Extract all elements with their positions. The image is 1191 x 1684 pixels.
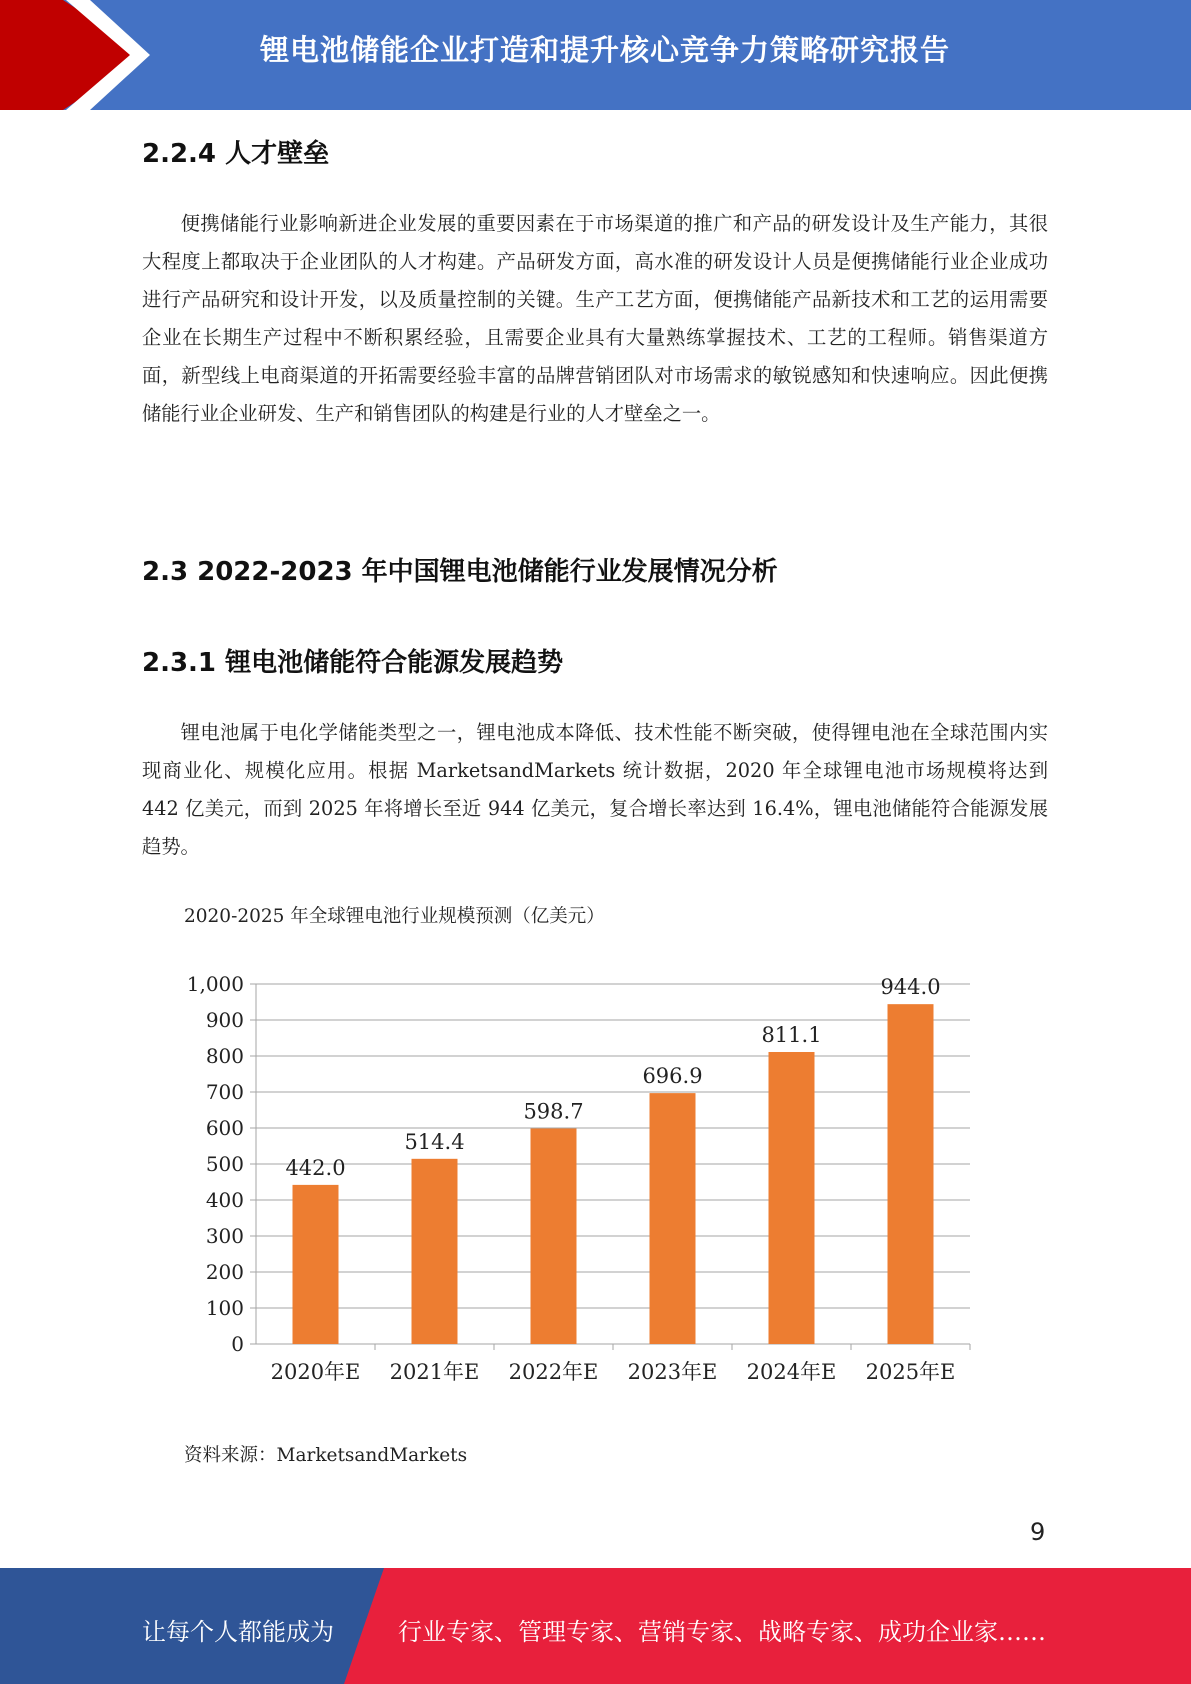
bar-chart	[160, 955, 990, 1395]
y-tick-label: 300	[205, 1224, 244, 1248]
section-heading-2-2-4: 2.2.4 人才壁垒	[142, 139, 330, 169]
bar	[293, 1185, 339, 1344]
y-tick-label: 200	[205, 1260, 244, 1284]
data-label: 598.7	[523, 1099, 584, 1124]
page-number: 9	[1030, 1518, 1046, 1546]
y-tick-label: 1,000	[186, 972, 244, 996]
footer-slogan-left: 让每个人都能成为	[142, 1618, 334, 1646]
page-header	[0, 0, 1191, 110]
footer-slogan-right: 行业专家、管理专家、营销专家、战略专家、成功企业家……	[398, 1618, 1046, 1646]
x-tick-label: 2022年E	[508, 1360, 599, 1384]
y-tick-label: 0	[231, 1332, 244, 1356]
x-tick-label: 2021年E	[389, 1360, 480, 1384]
paragraph-talent-barrier: 便携储能行业影响新进企业发展的重要因素在于市场渠道的推广和产品的研发设计及生产能力，其很大程度上都取决于企业团队的人才构建。产品研发方面，高水准的研发设计人员是便携储能行业企业成功进行产品研究和设计开发，以及质量控制的关键。生产工艺方面，便携储能产品新技术和工艺的运用需要企业在长期生产过程中不断积累经验，且需要企业具有大量熟练掌握技术、工艺的工程师。销售渠道方面，新型线上电商渠道的开拓需要经验丰富的品牌营销团队对市场需求的敏锐感知和快速响应。因此便携储能行业企业研发、生产和销售团队的构建是行业的人才壁垒之一。	[142, 212, 1048, 425]
data-label: 514.4	[404, 1129, 465, 1154]
y-tick-label: 700	[205, 1080, 244, 1104]
data-label: 696.9	[642, 1064, 703, 1089]
page-footer	[0, 1568, 1191, 1684]
bar	[888, 1004, 934, 1344]
x-tick-label: 2024年E	[746, 1360, 837, 1384]
y-tick-label: 500	[205, 1152, 244, 1176]
y-tick-label: 100	[205, 1296, 244, 1320]
data-label: 811.1	[761, 1023, 822, 1048]
section-heading-2-3-1: 2.3.1 锂电池储能符合能源发展趋势	[142, 648, 564, 678]
paragraph-energy-trend: 锂电池属于电化学储能类型之一，锂电池成本降低、技术性能不断突破，使得锂电池在全球范围内实现商业化、规模化应用。根据 MarketsandMarkets 统计数据，2020 年全球锂电池市场规模将达到 442 亿美元，而到 2025 年将增长至近 944 亿美元，复合增长率达到 16.4%，锂电池储能符合能源发展趋势。	[142, 721, 1048, 858]
figure-caption: 2020-2025 年全球锂电池行业规模预测（亿美元）	[184, 906, 605, 927]
figure-source: 资料来源：MarketsandMarkets	[184, 1445, 468, 1466]
section-heading-2-3: 2.3 2022-2023 年中国锂电池储能行业发展情况分析	[142, 557, 778, 587]
x-tick-label: 2020年E	[270, 1360, 361, 1384]
y-tick-label: 900	[205, 1008, 244, 1032]
y-tick-label: 400	[205, 1188, 244, 1212]
bar	[650, 1093, 696, 1344]
bar	[412, 1159, 458, 1344]
x-tick-label: 2025年E	[865, 1360, 956, 1384]
bar	[769, 1052, 815, 1344]
y-tick-label: 800	[205, 1044, 244, 1068]
x-tick-label: 2023年E	[627, 1360, 718, 1384]
header-title: 锂电池储能企业打造和提升核心竞争力策略研究报告	[260, 33, 951, 67]
y-tick-label: 600	[205, 1116, 244, 1140]
bar	[531, 1128, 577, 1344]
data-label: 944.0	[880, 975, 941, 1000]
data-label: 442.0	[285, 1155, 346, 1180]
